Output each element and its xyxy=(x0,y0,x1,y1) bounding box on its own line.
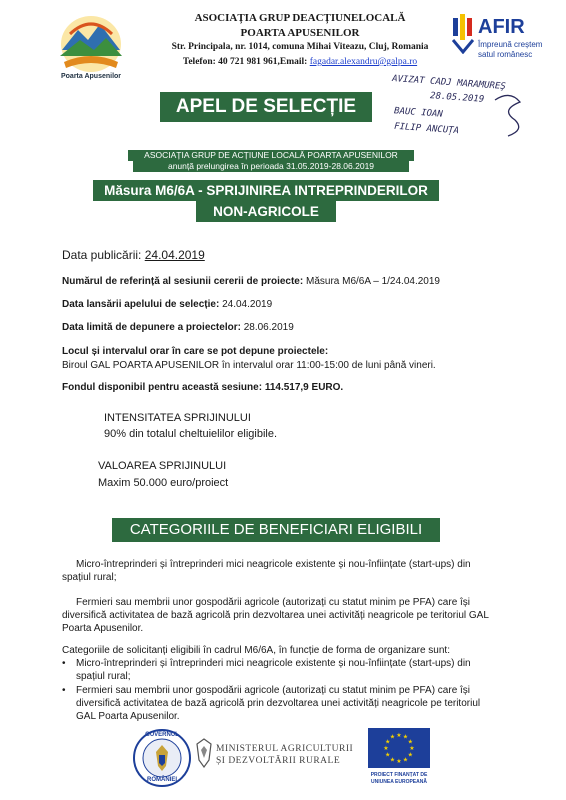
stamp-line-1: AVIZAT CADJ MARAMUREŞ xyxy=(391,74,507,92)
ministry-crest-icon xyxy=(195,738,213,768)
gov-text-bottom: ROMÂNIEI xyxy=(147,777,177,783)
stamp-line-3: BAUC IOAN xyxy=(393,106,444,120)
support-value-label: VALOAREA SPRIJINULUI xyxy=(98,460,227,472)
subtitle-line-1: ASOCIAȚIA GRUP DE ACȚIUNE LOCALĂ POARTA APUSENILOR xyxy=(128,150,414,161)
stamp-line-4: FILIP ANCUȚA xyxy=(393,121,460,137)
org-name-line2: POARTA APUSENILOR xyxy=(240,27,360,39)
location-label: Locul și intervalul orar în care se pot depune proiectele: xyxy=(62,346,329,357)
category-bullet-1: • Micro-întreprinderi și întreprinderi mici neagricole existente și nou-înființate (start-ups) din spațiul rural; xyxy=(62,658,471,682)
eu-star-icon: ★ xyxy=(396,733,402,739)
reference-number: Numărul de referință al sesiunii cererii de proiecte: Măsura M6/6A – 1/24.04.2019 xyxy=(62,276,440,287)
category-item-2: Fermieri sau membrii unor gospodării agricole (autorizați cu statut minim pe PFA) care își diversifică activitatea de bază agricolă prin dezvoltarea unei activități neagricole pe teritoriul GAL Poarta Apusenilor. xyxy=(62,597,489,634)
measure-title-line-2: NON-AGRICOLE xyxy=(196,201,336,222)
eu-star-icon: ★ xyxy=(389,734,396,741)
eu-star-icon: ★ xyxy=(402,757,409,764)
launch-date: Data lansării apelului de selecție: 24.04.2019 xyxy=(62,299,273,310)
eu-star-icon: ★ xyxy=(396,759,402,765)
eu-caption-1: PROIECT FINANȚAT DE xyxy=(370,772,428,778)
phone-text: Telefon: 40 721 981 961,Email: xyxy=(182,57,308,67)
measure-title-line-1: Măsura M6/6A - SPRIJINIREA INTREPRINDERILOR xyxy=(93,180,439,201)
eu-caption-2: UNIUNEA EUROPEANĂ xyxy=(371,779,427,785)
eu-star-icon: ★ xyxy=(407,752,413,759)
category-item-1: Micro-întreprinderi și întreprinderi mici neagricole existente și nou-înființate (start-ups) din spațiul rural; xyxy=(62,559,471,583)
bullet-mark: • xyxy=(62,685,66,696)
signature-scribble xyxy=(490,90,530,140)
eu-flag xyxy=(368,728,430,768)
eu-star-icon: ★ xyxy=(383,746,389,752)
eu-star-icon: ★ xyxy=(389,757,396,764)
afir-tagline-1: Împreună creștem xyxy=(478,40,543,49)
ministry-name-1: MINISTERUL AGRICULTURII xyxy=(216,744,354,754)
stamp-line-2: 28.05.2019 xyxy=(429,91,485,105)
intensity-value: 90% din totalul cheltuielilor eligibile. xyxy=(104,428,278,440)
email-link[interactable]: fagadar.alexandru@galpa.ro xyxy=(309,57,418,67)
bullet-mark: • xyxy=(62,658,66,669)
eu-star-icon: ★ xyxy=(409,746,415,752)
eu-star-icon: ★ xyxy=(402,734,409,741)
categories-title: CATEGORIILE DE BENEFICIARI ELIGIBILI xyxy=(112,518,440,542)
government-logo xyxy=(132,728,192,788)
org-name-line1: ASOCIAȚIA GRUP DEACȚIUNELOCALĂ xyxy=(194,12,406,24)
location-value: Biroul GAL POARTA APUSENILOR în intervalul orar 11:00-15:00 de luni până vineri. xyxy=(62,360,436,371)
page-title: APEL DE SELECȚIE xyxy=(160,92,372,122)
fund-available: Fondul disponibil pentru această sesiune: 114.517,9 EURO. xyxy=(62,382,344,393)
ministry-name-2: ȘI DEZVOLTĂRII RURALE xyxy=(216,756,341,766)
publication-date: Data publicării: 24.04.2019 xyxy=(62,248,205,262)
intensity-label: INTENSITATEA SPRIJINULUI xyxy=(104,412,251,424)
afir-tagline-2: satul românesc xyxy=(478,50,533,59)
categories-intro: Categoriile de solicitanți eligibili în cadrul M6/6A, în funcție de forma de organizare sunt: xyxy=(62,645,450,656)
eu-star-icon: ★ xyxy=(385,752,391,759)
subtitle-line-2: anunță prelungirea în perioada 31.05.2019-28.06.2019 xyxy=(133,161,409,172)
category-bullet-2: • Fermieri sau membrii unor gospodării agricole (autorizați cu statut minim pe PFA) care își diversifică activitatea de bază agricolă prin dezvoltarea unei activități neagricole pe teritoriul GAL Poarta Apusenilor. xyxy=(62,685,481,722)
eu-star-icon: ★ xyxy=(385,739,391,746)
gov-text-top: GUVERNUL xyxy=(145,732,179,738)
logo-caption: Poarta Apusenilor xyxy=(60,73,122,80)
support-value-amount: Maxim 50.000 euro/proiect xyxy=(98,477,229,489)
deadline-date: Data limită de depunere a proiectelor: 28.06.2019 xyxy=(62,322,294,333)
eu-star-icon: ★ xyxy=(407,739,413,746)
afir-logo xyxy=(452,14,552,74)
org-contact xyxy=(130,57,470,67)
org-address: Str. Principala, nr. 1014, comuna Mihai Viteazu, Cluj, Romania xyxy=(171,42,429,52)
afir-title: AFIR xyxy=(478,16,525,38)
